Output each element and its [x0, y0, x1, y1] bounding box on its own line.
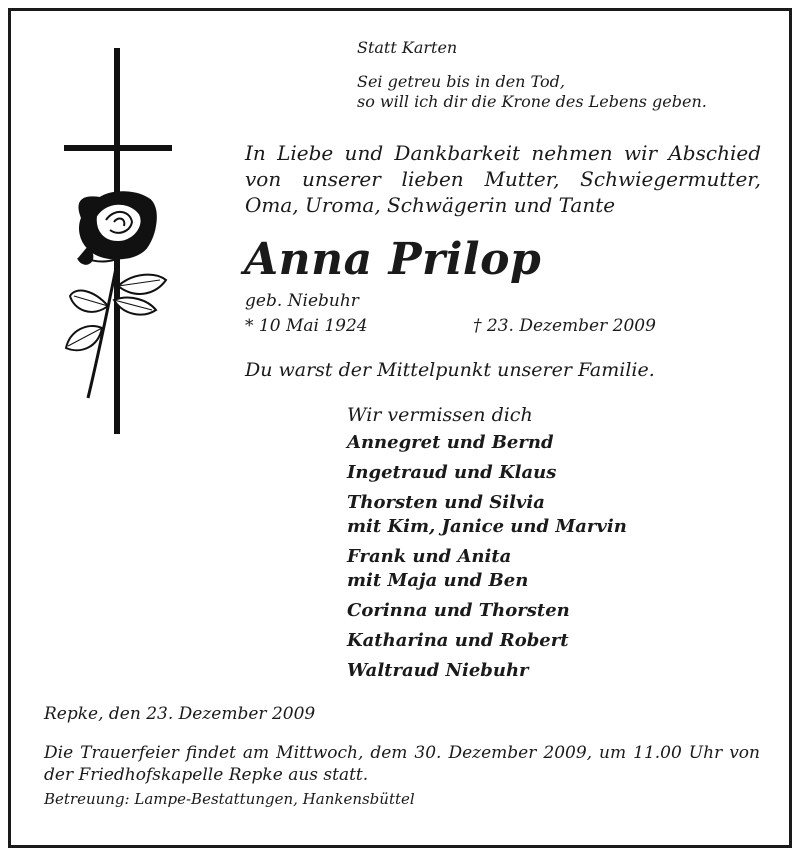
intro-text: In Liebe und Dankbarkeit nehmen wir Abschied von unserer lieben Mutter, Schwiegermutter, Oma, Uroma, Schwägerin und Tante [245, 141, 761, 217]
mourner-line: Waltraud Niebuhr [347, 660, 529, 681]
maiden-name: geb. Niebuhr [245, 291, 359, 311]
mourner-line: Corinna und Thorsten [347, 600, 570, 621]
tribute-text: Du warst der Mittelpunkt unserer Familie. [245, 359, 655, 381]
mourner-group [347, 599, 627, 623]
mourner-group [347, 491, 627, 539]
deceased-name: Anna Prilop [244, 234, 542, 285]
mourner-line: Ingetraud und Klaus [347, 462, 557, 483]
mourner-line: Thorsten und Silvia [347, 492, 545, 513]
mourner-line: Frank und Anita [347, 546, 512, 567]
place-date: Repke, den 23. Dezember 2009 [44, 704, 316, 724]
mourner-line: mit Kim, Janice und Marvin [347, 516, 627, 537]
mourner-group [347, 629, 627, 653]
mourner-group [347, 545, 627, 593]
mourner-group [347, 659, 627, 683]
verse-line-1: Sei getreu bis in den Tod, [357, 72, 565, 91]
birth-date: * 10 Mai 1924 [245, 316, 368, 336]
verse-line-2: so will ich dir die Krone des Lebens geben. [357, 92, 707, 111]
statt-karten: Statt Karten [357, 38, 458, 57]
mourners-block [347, 403, 627, 689]
death-date: † 23. Dezember 2009 [473, 316, 656, 336]
mourner-group [347, 431, 627, 455]
mourner-list [347, 431, 627, 683]
mourner-line: Katharina und Robert [347, 630, 569, 651]
cross-rose-illustration [60, 48, 180, 438]
funeral-info: Die Trauerfeier findet am Mittwoch, dem 30. Dezember 2009, um 11.00 Uhr von der Friedhofskapelle Repke aus statt. [44, 743, 760, 785]
mourner-line: mit Maja und Ben [347, 570, 529, 591]
mourners-heading: Wir vermissen dich [347, 404, 533, 426]
care-info: Betreuung: Lampe-Bestattungen, Hankensbüttel [44, 790, 415, 808]
mourner-group [347, 461, 627, 485]
mourner-line: Annegret und Bernd [347, 432, 554, 453]
